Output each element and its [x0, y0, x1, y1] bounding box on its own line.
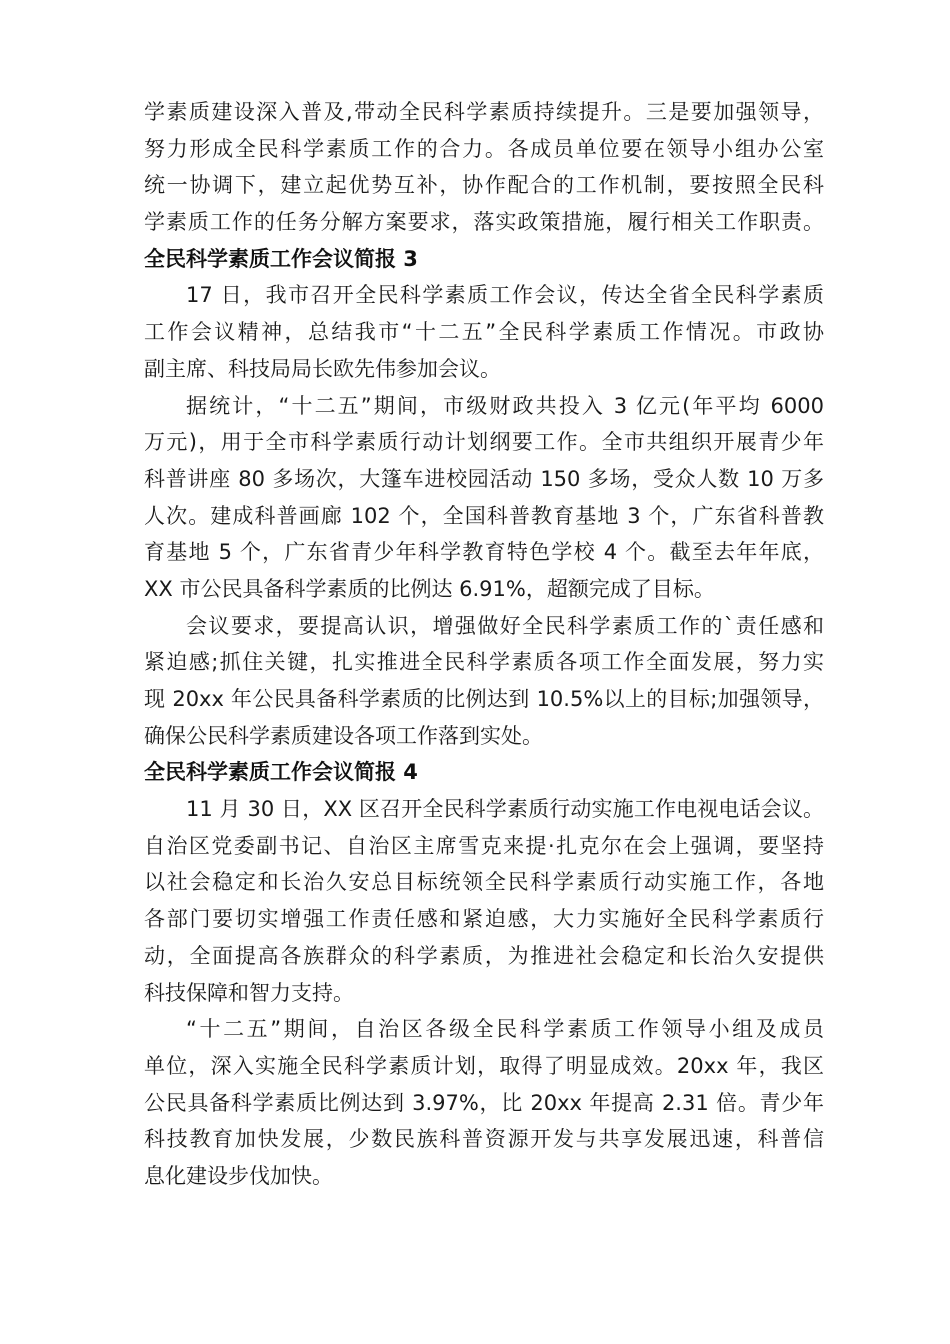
section3-paragraph-3: [144, 608, 824, 755]
text-line: 各部门要切实增强工作责任感和紧迫感，大力实施好全民科学素质行: [144, 907, 824, 932]
text-line: 据统计，“十二五”期间，市级财政共投入 3 亿元(年平均 6000: [186, 393, 824, 418]
text-line: 育基地 5 个，广东省青少年科学教育特色学校 4 个。截至去年年底，: [144, 540, 824, 565]
text-line: 统一协调下，建立起优势互补，协作配合的工作机制，要按照全民科: [144, 173, 824, 198]
section-heading-4: 全民科学素质工作会议简报 4: [144, 760, 418, 785]
text-line: 现 20xx 年公民具备科学素质的比例达到 10.5%以上的目标;加强领导，: [144, 687, 824, 711]
text-line: 以社会稳定和长治久安总目标统领全民科学素质行动实施工作，各地: [144, 870, 824, 895]
text-line: 努力形成全民科学素质工作的合力。各成员单位要在领导小组办公室: [144, 136, 824, 161]
text-line: “十二五”期间，自治区各级全民科学素质工作领导小组及成员: [186, 1017, 824, 1042]
text-line: 紧迫感;抓住关键，扎实推进全民科学素质各项工作全面发展，努力实: [144, 650, 824, 675]
text-line: 工作会议精神，总结我市“十二五”全民科学素质工作情况。市政协: [144, 320, 824, 345]
section4-paragraph-2: [144, 1011, 824, 1194]
document-page: [144, 94, 824, 1195]
text-line: 息化建设步伐加快。: [144, 1163, 333, 1188]
text-line: 副主席、科技局局长欧先伟参加会议。: [144, 356, 501, 381]
section-heading-3: 全民科学素质工作会议简报 3: [144, 246, 418, 271]
intro-paragraph: [144, 94, 824, 241]
text-line: 17 日，我市召开全民科学素质工作会议，传达全省全民科学素质: [186, 283, 824, 308]
text-line: 公民具备科学素质比例达到 3.97%，比 20xx 年提高 2.31 倍。青少年: [144, 1090, 824, 1115]
text-line: 科普讲座 80 多场次，大篷车进校园活动 150 多场，受众人数 10 万多: [144, 466, 824, 491]
text-line: 动，全面提高各族群众的科学素质，为推进社会稳定和长治久安提供: [144, 943, 824, 968]
text-line: XX 市公民具备科学素质的比例达 6.91%，超额完成了目标。: [144, 576, 715, 601]
text-line: 会议要求，要提高认识，增强做好全民科学素质工作的`责任感和: [186, 613, 824, 638]
text-line: 11 月 30 日，XX 区召开全民科学素质行动实施工作电视电话会议。: [186, 797, 824, 822]
text-line: 学素质建设深入普及,带动全民科学素质持续提升。三是要加强领导，: [144, 100, 824, 124]
text-line: 学素质工作的任务分解方案要求，落实政策措施，履行相关工作职责。: [144, 210, 824, 235]
section4-paragraph-1: [144, 791, 824, 1011]
text-line: 自治区党委副书记、自治区主席雪克来提·扎克尔在会上强调，要坚持: [144, 833, 824, 858]
text-line: 科技教育加快发展，少数民族科普资源开发与共享发展迅速，科普信: [144, 1127, 824, 1152]
text-line: 单位，深入实施全民科学素质计划，取得了明显成效。20xx 年，我区: [144, 1053, 824, 1078]
section3-paragraph-2: [144, 388, 824, 608]
section3-paragraph-1: [144, 277, 824, 387]
text-line: 万元)，用于全市科学素质行动计划纲要工作。全市共组织开展青少年: [144, 430, 824, 455]
text-line: 科技保障和智力支持。: [144, 980, 354, 1005]
text-line: 确保公民科学素质建设各项工作落到实处。: [144, 723, 543, 748]
text-line: 人次。建成科普画廊 102 个，全国科普教育基地 3 个，广东省科普教: [144, 503, 824, 528]
